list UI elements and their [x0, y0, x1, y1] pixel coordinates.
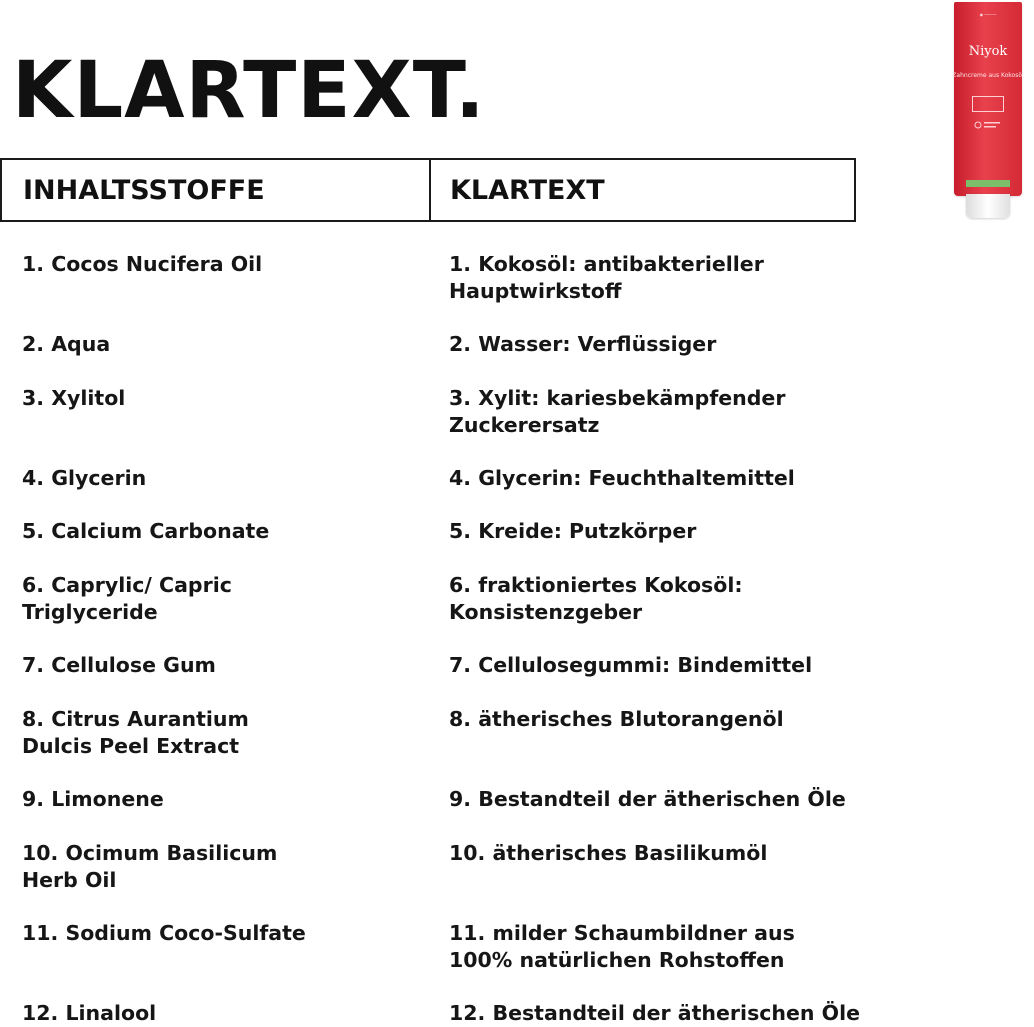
- klartext-cell: 3. Xylit: kariesbekämpfender Zuckerersatz: [449, 386, 786, 437]
- klartext-cell: 2. Wasser: Verflüssiger: [449, 332, 717, 356]
- klartext-cell: 10. ätherisches Basilikumöl: [449, 841, 768, 865]
- klartext-cell: 4. Glycerin: Feuchthaltemittel: [449, 466, 795, 490]
- header-ingredients: INHALTSSTOFFE: [23, 175, 265, 206]
- ingredient-cell: 8. Citrus Aurantium Dulcis Peel Extract: [22, 707, 249, 758]
- ingredient-cell: 9. Limonene: [22, 787, 164, 811]
- klartext-cell: 1. Kokosöl: antibakterieller Hauptwirkstoff: [449, 252, 764, 303]
- ingredient-cell: 7. Cellulose Gum: [22, 653, 216, 677]
- klartext-cell: 8. ätherisches Blutorangenöl: [449, 707, 784, 731]
- toothpaste-tube-image: [952, 0, 1024, 222]
- ingredient-cell: 10. Ocimum Basilicum Herb Oil: [22, 841, 278, 892]
- header-klartext: KLARTEXT: [450, 175, 605, 206]
- ingredient-cell: 12. Linalool: [22, 1001, 157, 1025]
- tube-brand: Niyok: [968, 44, 1008, 59]
- tube-stripe: [966, 180, 1010, 187]
- tube-logo-icon: ◉ ─────: [979, 12, 997, 17]
- tube-cap: [966, 194, 1010, 218]
- tube-badge-icon: [974, 118, 1002, 132]
- ingredient-cell: 5. Calcium Carbonate: [22, 519, 270, 543]
- page-title: KLARTEXT.: [12, 46, 486, 136]
- ingredient-cell: 3. Xylitol: [22, 386, 126, 410]
- klartext-cell: 6. fraktioniertes Kokosöl: Konsistenzgeber: [449, 573, 743, 624]
- ingredient-cell: 2. Aqua: [22, 332, 111, 356]
- klartext-cell: 5. Kreide: Putzkörper: [449, 519, 697, 543]
- klartext-cell: 12. Bestandteil der ätherischen Öle: [449, 1001, 861, 1025]
- klartext-cell: 9. Bestandteil der ätherischen Öle: [449, 787, 846, 811]
- tube-subtitle: Zahncreme aus Kokosöl: [952, 72, 1024, 79]
- ingredient-cell: 4. Glycerin: [22, 466, 147, 490]
- klartext-cell: 11. milder Schaumbildner aus 100% natürlichen Rohstoffen: [449, 921, 795, 972]
- ingredient-cell: 11. Sodium Coco-Sulfate: [22, 921, 306, 945]
- tube-label-box: [972, 96, 1004, 112]
- klartext-cell: 7. Cellulosegummi: Bindemittel: [449, 653, 813, 677]
- ingredient-cell: 6. Caprylic/ Capric Triglyceride: [22, 573, 232, 624]
- ingredient-cell: 1. Cocos Nucifera Oil: [22, 252, 263, 276]
